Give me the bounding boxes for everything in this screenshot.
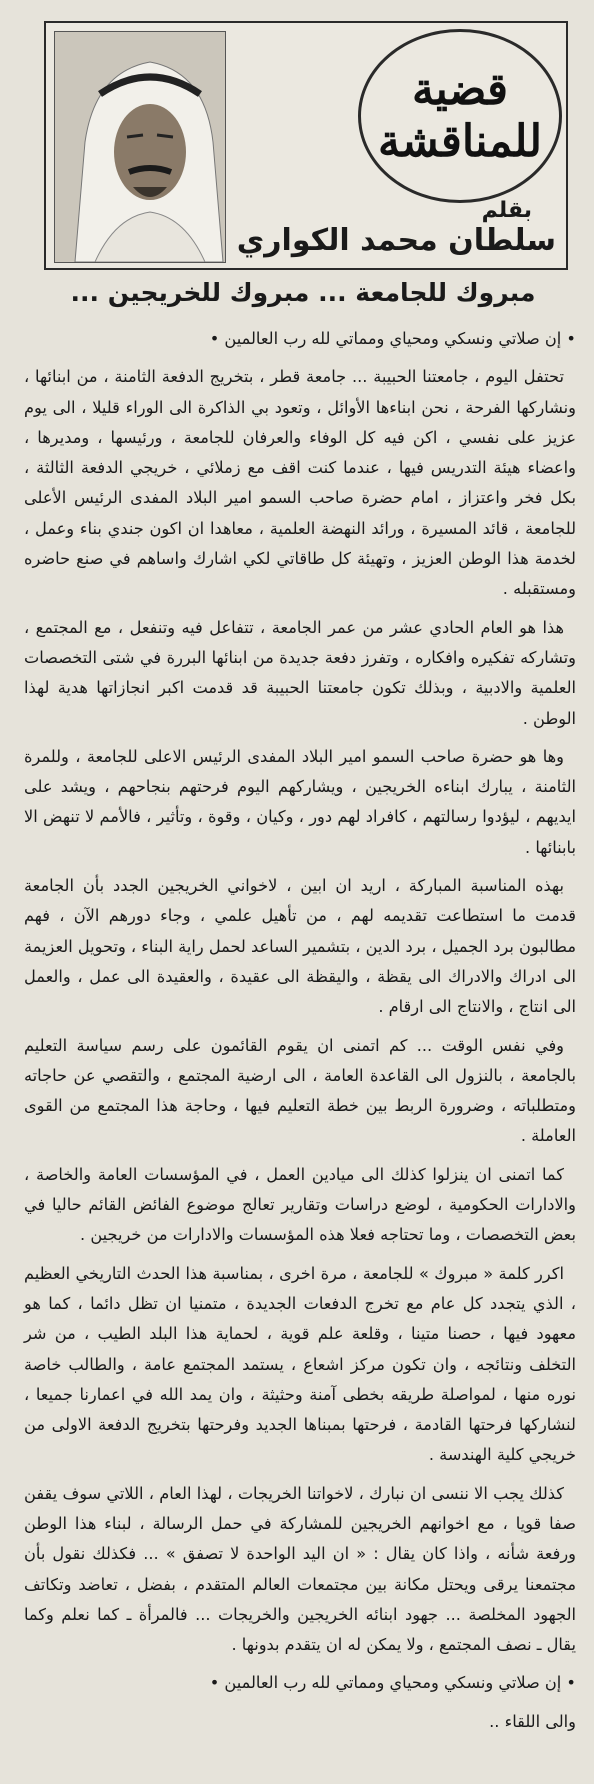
column-title-line1: قضية	[411, 64, 509, 115]
author-name: سلطان محمد الكواري	[236, 223, 556, 258]
article-paragraph: هذا هو العام الحادي عشر من عمر الجامعة ، تتفاعل فيه وتنفعل ، مع المجتمع ، وتشاركه تفكيره وافكاره ، وتفرز دفعة جديدة من ابنائها البررة في شتى التخصصات العلمية والادبية ، وبذلك تكون جامعتنا الحبيبة قد قدمت اكبر انجازاتها هدية لهذا الوطن .	[24, 617, 576, 728]
article-paragraph: وها هو حضرة صاحب السمو امير البلاد المفدى الرئيس الاعلى للجامعة ، وللمرة الثامنة ، يبارك ابناءه الخريجين ، ويشاركهم اليوم فرحتهم بنجاحهم ، ويشد على ايديهم ، ليؤدوا رسالتهم ، كافراد لهم دور ، وكيان ، وقوة ، وتأثير ، فالأمم لا تنهض الا بابنائها .	[24, 746, 576, 857]
article-paragraph: والى اللقاء ..	[489, 1711, 576, 1731]
newspaper-page	[6, 6, 588, 1772]
column-header	[44, 21, 568, 270]
article-paragraph: تحتفل اليوم ، جامعتنا الحبيبة ... جامعة قطر ، بتخريج الدفعة الثامنة ، من ابنائها ، ونشاركها الفرحة ، نحن ابناءها الأوائل ، وتعود بي الذاكرة الى الوراء قليلا ، الى يوم عزيز على نفسي ، اكن فيه كل الوفاء والعرفان للجامعة ، ورئيسها ، ومديرها ، واعضاء هيئة التدريس فيها ، عندما كنت اقف مع زملائي ، خريجي الدفعة الثالثة ، بكل فخر واعتزاز ، امام حضرة صاحب السمو امير البلاد المفدى الرئيس الأعلى للجامعة ، قائد المسيرة ، ورائد النهضة العلمية ، معاهدا ان اكون جندي بناء وعمل ، لخدمة هذا الوطن العزيز ، وتهيئة كل طاقاتي لكي اشارك واساهم في صنع حاضره ومستقبله .	[24, 367, 576, 599]
article-paragraph: اكرر كلمة « مبروك » للجامعة ، مرة اخرى ، بمناسبة هذا الحدث التاريخي العظيم ، الذي يتجدد كل عام مع تخرج الدفعات الجديدة ، متمنيا ان تظل دائما ، كما هو معهود فيها ، حصنا متينا ، وقلعة علم قوية ، لحماية هذا البلد الطيب ، من شر التخلف ونتائجه ، وان تكون مركز اشعاع ، يستمد المجتمع عامة ، والطالب خاصة نوره منها ، لمواصلة طريقه بخطى آمنة وحثيثة ، وان يمد الله في اعمارنا جميعا ، لنشاركها فرحتها القادمة ، فرحتها بمبناها الجديد وفرحتها بتخريج الدفعة الاولى من خريجي كلية الهندسة .	[24, 1263, 576, 1465]
article-paragraph: وفي نفس الوقت ... كم اتمنى ان يقوم القائمون على رسم سياسة التعليم بالجامعة ، بالنزول الى القاعدة العامة ، الى ارضية المجتمع ، والتقصي عن حاجاته ومتطلباته ، وضرورة الربط بين خطة التعليم فيها ، وحاجة هذا المجتمع من القوى العاملة .	[24, 1035, 576, 1146]
article-paragraph: • إن صلاتي ونسكي ومحياي ومماتي لله رب العالمين •	[209, 1673, 576, 1693]
column-emblem	[358, 29, 562, 203]
author-photo	[54, 31, 226, 263]
byline-label: بقلم	[481, 198, 532, 223]
article-headline: مبروك للجامعة ... مبروك للخريجين ...	[70, 278, 536, 307]
article-paragraph: بهذه المناسبة المباركة ، اريد ان ابين ، لاخواني الخريجين الجدد بأن الجامعة قدمت ما استطاعت تقديمه لهم ، من تأهيل علمي ، وجاء دورهم الآن ، فهم مطالبون برد الجميل ، برد الدين ، بتشمير الساعد لحمل راية البناء ، وتحويل العزيمة الى ادراك والادراك الى يقظة ، واليقظة الى عقيدة ، والعقيدة الى عمل ، والعمل الى انتاج ، والانتاج الى ارقام .	[24, 876, 576, 1017]
article-paragraph: • إن صلاتي ونسكي ومحياي ومماتي لله رب العالمين •	[209, 329, 576, 348]
article-body	[24, 324, 576, 1745]
author-portrait-icon	[55, 32, 225, 262]
article-paragraph: كما اتمنى ان ينزلوا كذلك الى ميادين العمل ، في المؤسسات العامة والخاصة ، والادارات الحكومية ، لوضع دراسات وتقارير تعالج موضوع الفائض القائم حاليا في بعض التخصصات ، وما تحتاجه فعلا هذه المؤسسات والادارات من خريجين .	[24, 1164, 576, 1245]
column-title-line2: للمناقشة	[378, 116, 542, 167]
byline	[228, 199, 556, 259]
article-paragraph: كذلك يجب الا ننسى ان نبارك ، لاخواتنا الخريجات ، لهذا العام ، اللاتي سوف يقفن صفا قويا ، مع اخوانهم الخريجين للمشاركة في حمل الرسالة ، لبناء هذا الوطن ورفعة شأنه ، واذا كان يقال : « ان اليد الواحدة لا تصفق » ... فكذلك نقول بأن مجتمعنا يرقى ويحتل مكانة بين مجتمعات العالم المتقدم ، بفضل ، تعاضد وتكاتف الجهود المخلصة ... جهود ابنائه الخريجين والخريجات ... فالمرأة ـ كما نعلم وكما يقال ـ نصف المجتمع ، ولا يمكن له ان يتقدم بدونها .	[24, 1483, 576, 1655]
